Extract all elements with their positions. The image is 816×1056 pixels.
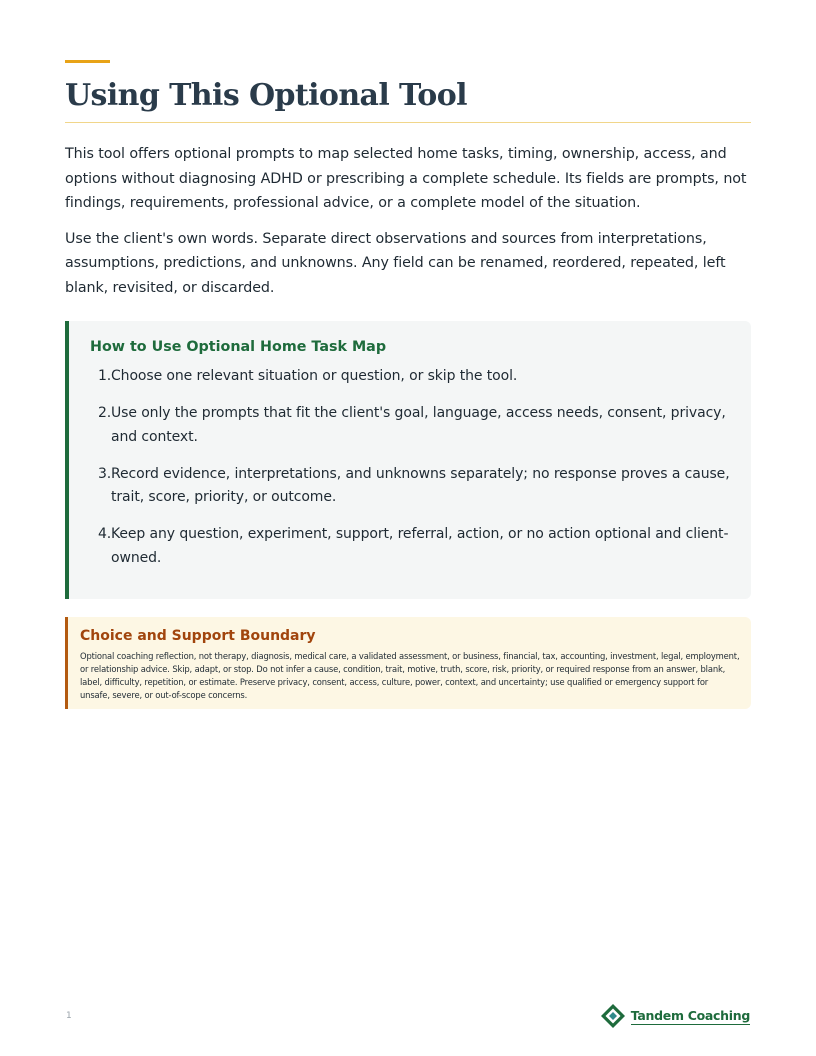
intro-paragraph: This tool offers optional prompts to map selected home tasks, timing, ownership, access, and options without diagnosing ADHD or prescribing a complete schedule. Its fields are prompts, not findings, requirements, professional advice, or a complete model of the situation.	[65, 146, 747, 212]
list-item	[98, 523, 733, 570]
step-number: 3.	[98, 465, 112, 482]
step-number: 4.	[98, 526, 112, 542]
boundary-card	[65, 617, 751, 709]
step-text: Record evidence, interpretations, and unknowns separately; no response proves a cause, trait, score, priority, or outcome.	[111, 465, 730, 505]
step-text: Use only the prompts that fit the client's goal, language, access needs, consent, privacy, and context.	[111, 405, 726, 445]
page-title: Using This Optional Tool	[65, 78, 467, 113]
step-number: 1.	[98, 368, 112, 384]
boundary-title: Choice and Support Boundary	[80, 628, 316, 644]
intro-paragraph: Use the client's own words. Separate direct observations and sources from interpretations, assumptions, predictions, and unknowns. Any field can be renamed, reordered, repeated, left blank, revisited, or discarded.	[65, 230, 726, 296]
boundary-text: Optional coaching reflection, not therapy, diagnosis, medical care, a validated assessment, or business, financial, tax, accounting, investment, legal, employment, or relationship advice. Skip, adapt, or stop. Do not infer a cause, condition, trait, motive, truth, score, risk, priority, or required response from an answer, blank, label, difficulty, repetition, or estimate. Preserve privacy, consent, access, culture, power, context, and uncertainty; use qualified or emergency support for unsafe, severe, or out-of-scope concerns.	[80, 651, 740, 700]
brand-footer	[600, 1003, 750, 1029]
how-to-use-card	[65, 321, 751, 599]
intro-section	[65, 142, 755, 312]
list-item	[98, 365, 733, 389]
brand-name: Tandem Coaching	[630, 1007, 750, 1023]
diamond-logo-icon	[600, 1003, 626, 1029]
step-text: Keep any question, experiment, support, referral, action, or no action optional and client-owned.	[111, 526, 729, 566]
title-accent-bar	[65, 60, 110, 63]
how-to-use-title: How to Use Optional Home Task Map	[90, 339, 387, 355]
page-number: 1	[66, 1011, 72, 1021]
step-text: Choose one relevant situation or question, or skip the tool.	[111, 368, 518, 384]
title-divider	[65, 122, 751, 123]
step-number: 2.	[98, 405, 112, 421]
how-to-steps-list	[98, 365, 733, 584]
list-item	[98, 463, 733, 510]
list-item	[98, 402, 733, 449]
